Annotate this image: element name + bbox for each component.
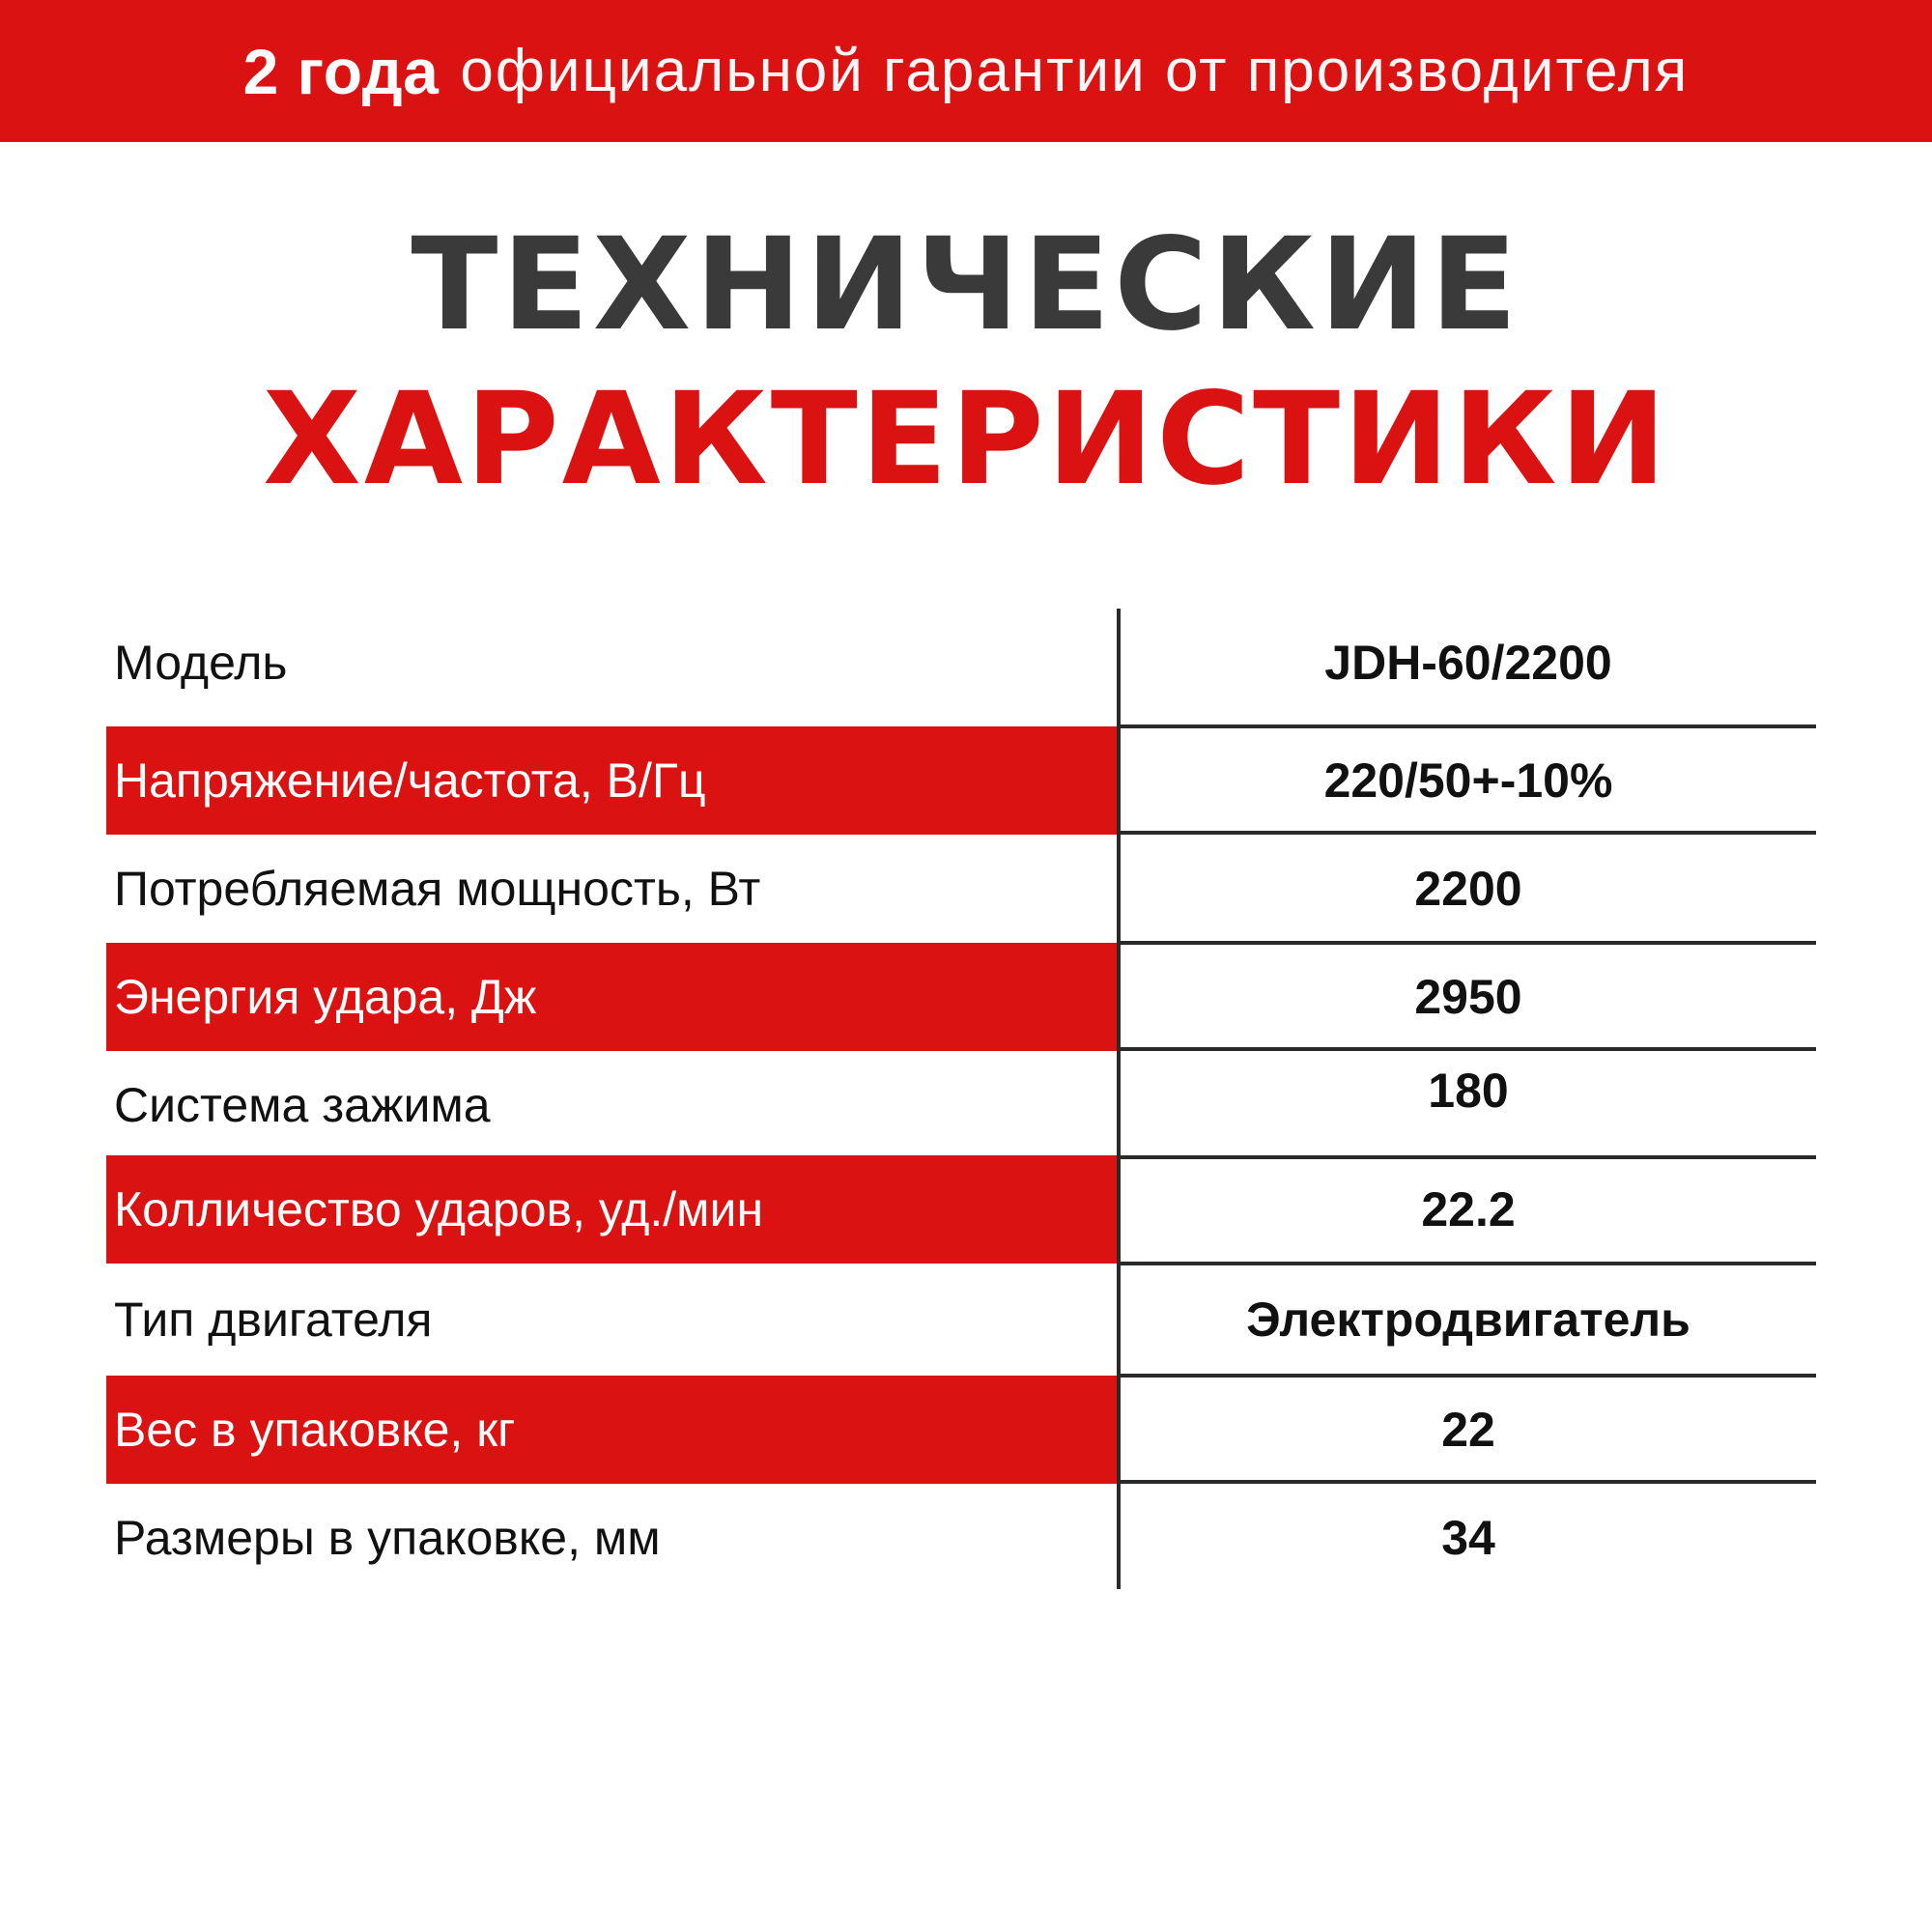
- spec-row-package-weight: [106, 1376, 1816, 1484]
- page-title-line-2: ХАРАКТЕРИСТИКИ: [263, 365, 1669, 514]
- spec-label: Вес в упаковке, кг: [106, 1376, 1117, 1484]
- spec-label: Энергия удара, Дж: [106, 943, 1117, 1051]
- warranty-period: 2 года: [242, 35, 440, 107]
- spec-value: 34: [1441, 1511, 1495, 1565]
- spec-label: Система зажима: [114, 1078, 491, 1132]
- spec-value: 22: [1441, 1403, 1495, 1457]
- warranty-banner: [0, 0, 1932, 142]
- spec-label: Модель: [114, 636, 288, 690]
- spec-value: 22.2: [1421, 1182, 1516, 1236]
- spec-row-package-size: [106, 1484, 1816, 1592]
- spec-label: Напряжение/частота, В/Гц: [106, 726, 1117, 835]
- spec-row-clamp-system: [106, 1051, 1816, 1159]
- spec-value: 2200: [1414, 862, 1522, 916]
- specs-table: [106, 609, 1816, 1589]
- spec-row-impact-rate: [106, 1155, 1816, 1264]
- spec-label: Размеры в упаковке, мм: [114, 1511, 661, 1565]
- warranty-description: официальной гарантии от производителя: [460, 38, 1690, 104]
- spec-row-impact-energy: [106, 943, 1816, 1051]
- spec-row-model: [106, 609, 1816, 717]
- spec-row-voltage: [106, 726, 1816, 835]
- spec-value: 2950: [1414, 970, 1522, 1024]
- page-title-line-1: ТЕХНИЧЕСКИЕ: [411, 211, 1521, 359]
- spec-value: Электродвигатель: [1246, 1293, 1690, 1347]
- spec-value: 220/50+-10%: [1323, 753, 1613, 808]
- spec-row-motor-type: [106, 1265, 1816, 1374]
- spec-row-power: [106, 835, 1816, 943]
- spec-label: Тип двигателя: [114, 1293, 433, 1347]
- spec-value: JDH-60/2200: [1324, 636, 1612, 690]
- spec-value: 180: [1428, 1064, 1509, 1118]
- spec-label: Колличество ударов, уд./мин: [106, 1155, 1117, 1264]
- spec-label: Потребляемая мощность, Вт: [114, 862, 761, 916]
